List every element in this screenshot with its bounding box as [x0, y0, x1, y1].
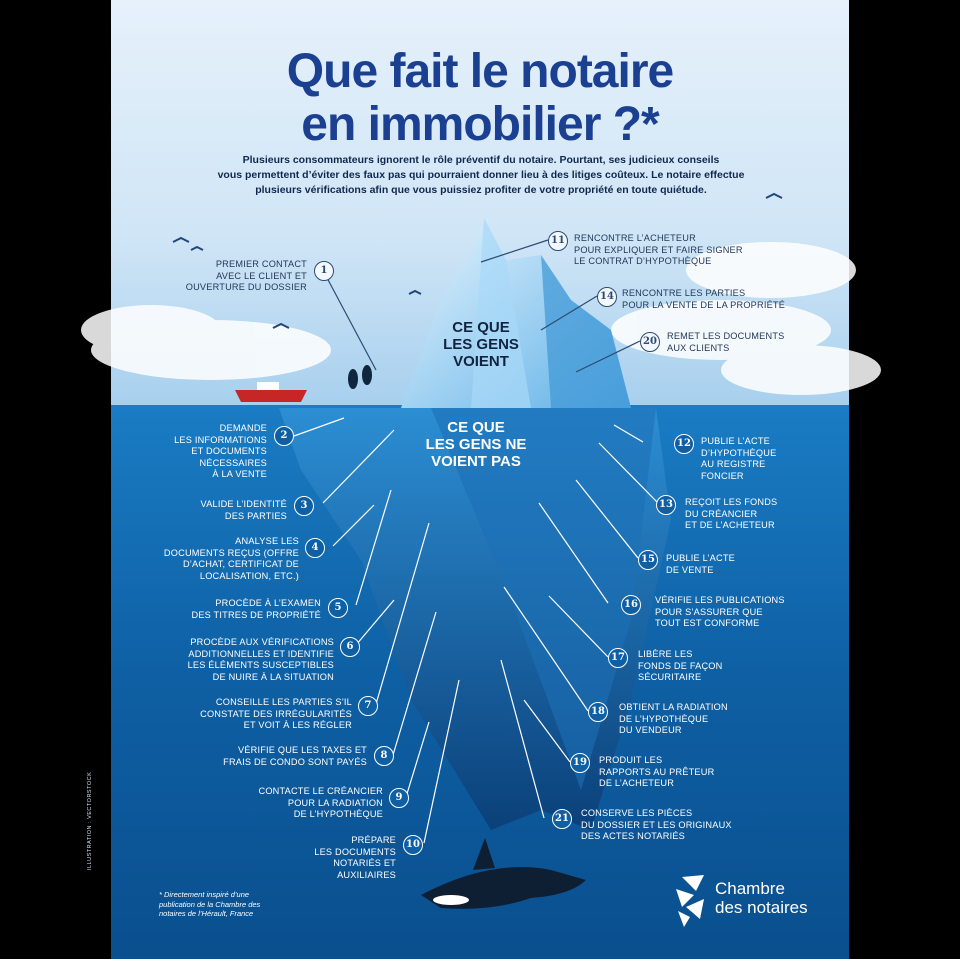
step-10-text: PRÉPARE LES DOCUMENTS NOTARIÉS ET AUXILIAIRES — [314, 835, 396, 880]
step-8-text: VÉRIFIE QUE LES TAXES ET FRAIS DE CONDO SONT PAYÉS — [223, 745, 367, 767]
step-20-text: REMET LES DOCUMENTS AUX CLIENTS — [667, 331, 785, 353]
step-15-text: PUBLIE L’ACTE DE VENTE — [666, 553, 735, 575]
step-20-number: 20 — [640, 332, 660, 352]
step-3-number: 3 — [294, 496, 314, 516]
step-18-text: OBTIENT LA RADIATION DE L’HYPOTHÈQUE DU VENDEUR — [619, 702, 728, 735]
step-8-number: 8 — [374, 746, 394, 766]
step-12-text: PUBLIE L’ACTE D’HYPOTHÈQUE AU REGISTRE FONCIER — [701, 436, 777, 481]
step-9-text: CONTACTE LE CRÉANCIER POUR LA RADIATION DE L’HYPOTHÈQUE — [258, 786, 383, 819]
step-19-number: 19 — [570, 753, 590, 773]
illustration-credit: ILLUSTRATION : VECTORSTOCK — [87, 771, 93, 870]
step-11-text: RENCONTRE L’ACHETEUR POUR EXPLIQUER ET FAIRE SIGNER LE CONTRAT D’HYPOTHÈQUE — [574, 233, 743, 266]
visible-label-line-2: LES GENS — [443, 336, 519, 353]
step-21-text: CONSERVE LES PIÈCES DU DOSSIER ET LES ORIGINAUX DES ACTES NOTARIÉS — [581, 808, 732, 841]
step-9-number: 9 — [389, 788, 409, 808]
step-3-text: VALIDE L’IDENTITÉ DES PARTIES — [200, 499, 287, 521]
step-11-number: 11 — [548, 231, 568, 251]
hidden-label-line-3: VOIENT PAS — [431, 453, 521, 470]
step-17-text: LIBÈRE LES FONDS DE FAÇON SÉCURITAIRE — [638, 649, 723, 682]
step-13-number: 13 — [656, 495, 676, 515]
step-16-number: 16 — [621, 595, 641, 615]
hidden-label — [401, 419, 551, 470]
step-12-number: 12 — [674, 434, 694, 454]
intro-line-1: Plusieurs consommateurs ignorent le rôle préventif du notaire. Pourtant, ses judicieux conseils — [242, 154, 720, 166]
step-10-number: 10 — [403, 835, 423, 855]
step-5-text: PROCÈDE À L’EXAMEN DES TITRES DE PROPRIÉTÉ — [191, 598, 321, 620]
step-2-text: DEMANDE LES INFORMATIONS ET DOCUMENTS NÉCESSAIRES À LA VENTE — [174, 423, 267, 479]
step-7-text: CONSEILLE LES PARTIES S’IL CONSTATE DES IRRÉGULARITÉS ET VOIT À LES RÉGLER — [200, 697, 352, 730]
step-16-text: VÉRIFIE LES PUBLICATIONS POUR S’ASSURER QUE TOUT EST CONFORME — [655, 595, 785, 628]
step-6-text: PROCÈDE AUX VÉRIFICATIONS ADDITIONNELLES ET IDENTIFIE LES ÉLÉMENTS SUSCEPTIBLES DE NUIRE À LA SITUATION — [187, 637, 334, 682]
infographic-poster — [87, 0, 849, 959]
boat-illustration — [235, 382, 307, 402]
step-18-number: 18 — [588, 702, 608, 722]
hidden-label-line-2: LES GENS NE — [425, 436, 527, 453]
step-13-text: REÇOIT LES FONDS DU CRÉANCIER ET DE L’ACHETEUR — [685, 497, 778, 530]
penguins-illustration — [348, 365, 372, 389]
step-5-number: 5 — [328, 598, 348, 618]
step-17-number: 17 — [608, 648, 628, 668]
step-2-number: 2 — [274, 426, 294, 446]
step-21-number: 21 — [552, 809, 572, 829]
logo-text — [715, 879, 808, 917]
step-14-number: 14 — [597, 287, 617, 307]
step-6-number: 6 — [340, 637, 360, 657]
visible-label-line-3: VOIENT — [453, 353, 509, 370]
step-1-text: PREMIER CONTACT AVEC LE CLIENT ET OUVERTURE DU DOSSIER — [185, 259, 307, 292]
visible-label-line-1: CE QUE — [452, 319, 510, 336]
step-4-number: 4 — [305, 538, 325, 558]
logo-line-2: des notaires — [715, 898, 808, 917]
title-line-1: Que fait le notaire — [286, 45, 674, 98]
logo-line-1: Chambre — [715, 879, 785, 898]
title-line-2: en immobilier ?* — [301, 98, 659, 151]
hidden-label-line-1: CE QUE — [447, 419, 505, 436]
step-4-text: ANALYSE LES DOCUMENTS REÇUS (OFFRE D’ACHAT, CERTIFICAT DE LOCALISATION, ETC.) — [163, 536, 299, 581]
step-19-text: PRODUIT LES RAPPORTS AU PRÊTEUR DE L’ACHETEUR — [599, 755, 715, 788]
intro-line-2: vous permettent d’éviter des faux pas qui pourraient donner lieu à des litiges coûteux. Le notaire effectue — [217, 169, 745, 181]
step-7-number: 7 — [358, 696, 378, 716]
footnote: * Directement inspiré d’une publication de la Chambre des notaires de l’Hérault, France — [159, 890, 261, 918]
step-14-text: RENCONTRE LES PARTIES POUR LA VENTE DE LA PROPRIÉTÉ — [622, 288, 786, 310]
step-1-number: 1 — [314, 261, 334, 281]
step-15-number: 15 — [638, 550, 658, 570]
intro-line-3: plusieurs vérifications afin que vous puissiez profiter de votre propriété en toute quiétude. — [255, 184, 707, 196]
chambre-des-notaires-logo-icon — [674, 873, 714, 929]
visible-label — [421, 319, 541, 370]
